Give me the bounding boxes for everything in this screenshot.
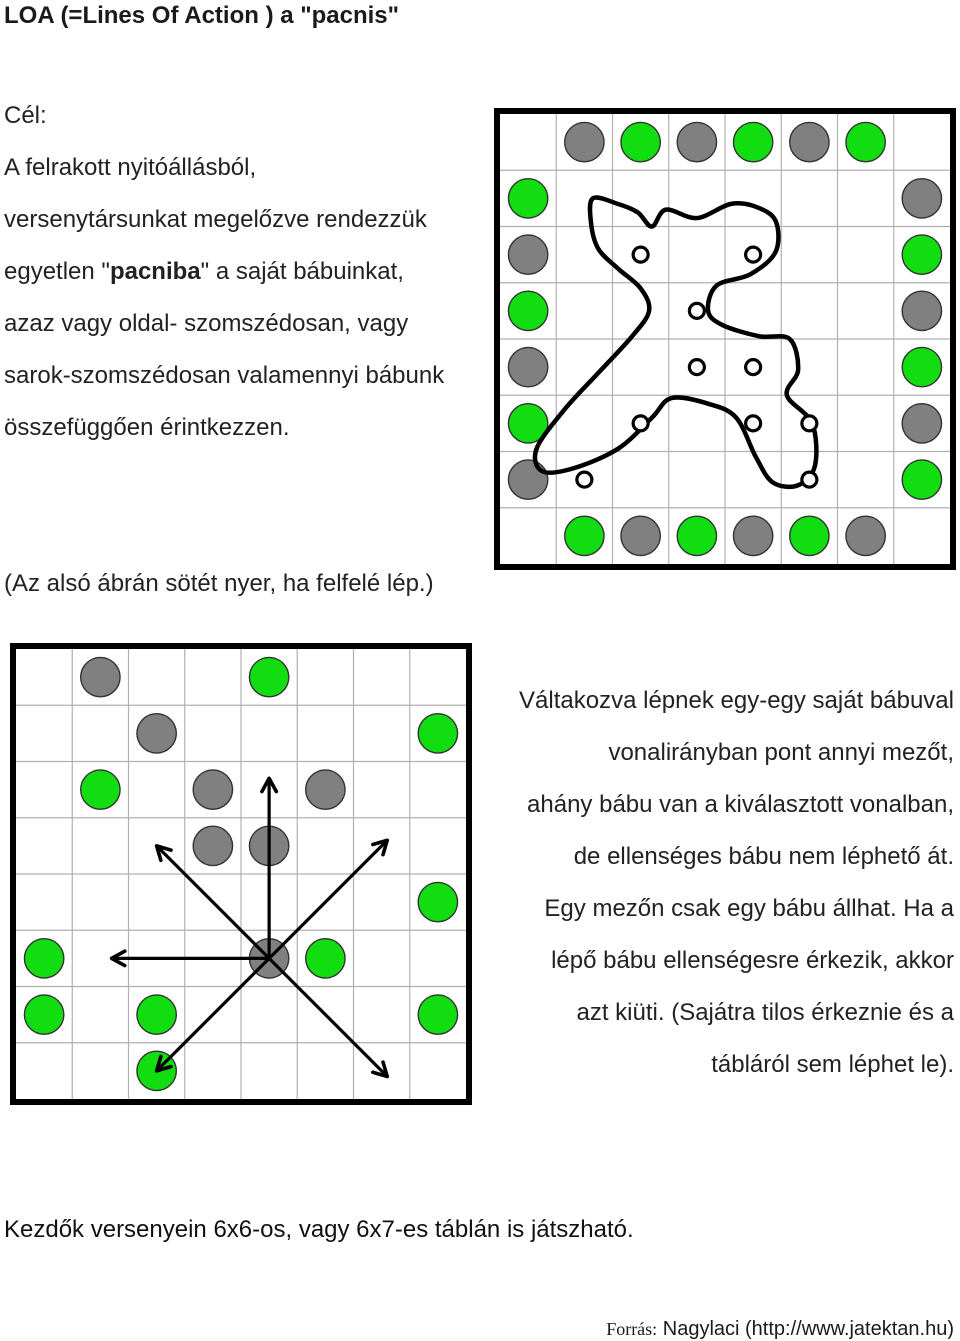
goal-keyword: pacniba (109, 258, 201, 285)
blob-marker (746, 416, 761, 431)
source-credit (606, 1318, 954, 1341)
blob-marker (633, 416, 648, 431)
board-bottom-piece-green (249, 657, 288, 696)
board-top-piece-gray (508, 347, 547, 386)
board-top-piece-gray (677, 122, 716, 161)
board-top-piece-gray (902, 404, 941, 443)
rules-line-4: de ellenséges bábu nem léphető át. (573, 843, 954, 870)
page-title: LOA (=Lines Of Action ) a "pacnis" (4, 2, 400, 29)
board-top-piece-gray (621, 516, 660, 555)
board-bottom-piece-green (418, 714, 457, 753)
board-top-piece-green (846, 122, 885, 161)
blob-marker (746, 360, 761, 375)
board-top-piece-green (677, 516, 716, 555)
board-top-piece-gray (846, 516, 885, 555)
rules-line-2: vonalirányban pont annyi mezőt, (608, 739, 954, 766)
board-top-piece-gray (733, 516, 772, 555)
board-top (494, 108, 956, 570)
board-top-piece-green (790, 516, 829, 555)
goal-note: (Az alsó ábrán sötét nyer, ha felfelé lép.) (4, 570, 434, 597)
blob-marker (802, 472, 817, 487)
blob-marker (689, 360, 704, 375)
board-top-piece-green (508, 291, 547, 330)
board-bottom-piece-green (81, 770, 120, 809)
board-top-piece-gray (508, 235, 547, 274)
source-text: Nagylaci (http://www.jatektan.hu) (662, 1318, 954, 1340)
rules-line-1: Váltakozva lépnek egy-egy saját bábuval (519, 687, 954, 714)
board-bottom-piece-green (137, 995, 176, 1034)
rules-line-8: tábláról sem léphet le). (711, 1051, 954, 1078)
board-top-piece-green (902, 460, 941, 499)
goal-line-3-end: " a saját bábuinkat, (200, 258, 404, 285)
board-top-piece-gray (902, 179, 941, 218)
blob-marker (802, 416, 817, 431)
source-label: Forrás: (606, 1319, 658, 1339)
board-top-piece-green (508, 179, 547, 218)
board-top-piece-green (733, 122, 772, 161)
board-top-piece-gray (508, 460, 547, 499)
board-bottom-piece-green (418, 995, 457, 1034)
board-bottom-piece-green (24, 939, 63, 978)
footer-note: Kezdők versenyein 6x6-os, vagy 6x7-es táblán is játszható. (4, 1216, 634, 1243)
board-top-piece-gray (565, 122, 604, 161)
board-bottom (10, 643, 472, 1105)
goal-heading: Cél: (4, 102, 47, 129)
board-top-piece-gray (902, 291, 941, 330)
goal-line-6: összefüggően érintkezzen. (4, 414, 290, 441)
goal-line-3-start: egyetlen " (4, 258, 110, 285)
board-top-piece-gray (790, 122, 829, 161)
blob-marker (689, 303, 704, 318)
goal-line-5: sarok-szomszédosan valamennyi bábunk (4, 362, 445, 389)
goal-line-1: A felrakott nyitóállásból, (4, 154, 257, 181)
blob-marker (633, 247, 648, 262)
board-bottom-piece-green (306, 939, 345, 978)
goal-line-2: versenytársunkat megelőzve rendezzük (4, 206, 427, 233)
board-bottom-piece-green (24, 995, 63, 1034)
blob-marker (577, 472, 592, 487)
blob-marker (746, 247, 761, 262)
board-top-piece-green (621, 122, 660, 161)
board-top-piece-green (902, 235, 941, 274)
board-top-piece-green (565, 516, 604, 555)
board-bottom-piece-gray (306, 770, 345, 809)
board-top-piece-green (902, 347, 941, 386)
board-bottom-piece-green (418, 882, 457, 921)
rules-line-5: Egy mezőn csak egy bábu állhat. Ha a (544, 895, 954, 922)
board-bottom-piece-gray (193, 770, 232, 809)
board-bottom-piece-gray (193, 826, 232, 865)
rules-line-7: azt kiüti. (Sajátra tilos érkeznie és a (576, 999, 954, 1026)
goal-line-4: azaz vagy oldal- szomszédosan, vagy (4, 310, 409, 337)
rules-line-6: lépő bábu ellenségesre érkezik, akkor (551, 947, 954, 974)
board-bottom-piece-gray (137, 714, 176, 753)
board-bottom-piece-gray (81, 657, 120, 696)
rules-line-3: ahány bábu van a kiválasztott vonalban, (527, 791, 954, 818)
goal-line-3 (4, 259, 404, 285)
